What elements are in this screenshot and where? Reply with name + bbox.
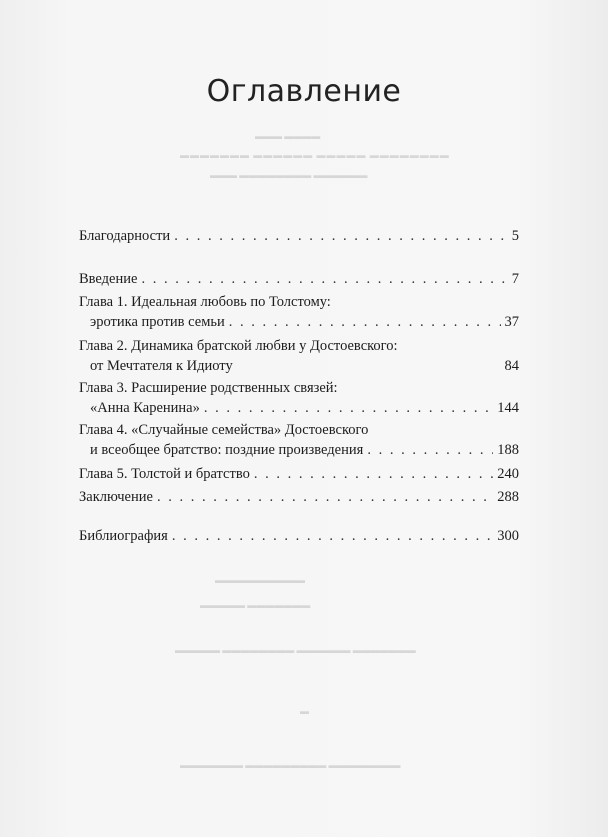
page-title: Оглавление xyxy=(206,74,402,109)
dot-leader xyxy=(174,226,508,246)
dot-leader xyxy=(141,269,507,289)
toc-entry-title: Глава 1. Идеальная любовь по Толстому: xyxy=(79,294,331,310)
toc-entry-title: Глава 2. Динамика братской любви у Достоевского: xyxy=(79,338,398,354)
bleed-through-text: ▬▬▬▬▬ ▬▬▬▬▬▬▬ xyxy=(200,600,311,610)
dot-leader xyxy=(367,440,493,460)
bleed-through-text: ▬▬▬▬▬▬▬▬▬▬ xyxy=(215,575,305,585)
toc-page-number: 288 xyxy=(497,489,519,505)
toc-page-number: 240 xyxy=(497,466,519,482)
toc-page-number: 7 xyxy=(511,271,519,287)
dot-leader xyxy=(229,312,501,332)
toc-page-number: 300 xyxy=(497,528,519,544)
bleed-through-text: ▬▬▬ ▬▬▬▬ xyxy=(255,131,321,141)
toc-page-number: 5 xyxy=(511,228,519,244)
toc-entry-subtitle: эротика против семьи xyxy=(90,314,225,330)
toc-entry-bibliography xyxy=(79,526,519,546)
toc-entry-conclusion xyxy=(79,487,519,507)
toc-page-number: 84 xyxy=(504,358,519,374)
toc-entry-title: Глава 3. Расширение родственных связей: xyxy=(79,380,338,396)
toc-entry-subtitle: и всеобщее братство: поздние произведения xyxy=(90,442,364,458)
toc-entry-title: Заключение xyxy=(79,489,153,505)
toc-entry-chapter-4 xyxy=(79,420,519,460)
dot-leader xyxy=(172,526,493,546)
toc-entry-chapter-2 xyxy=(79,336,519,376)
toc-entry-title: Глава 4. «Случайные семейства» Достоевского xyxy=(79,422,369,438)
toc-entry-title: Введение xyxy=(79,271,138,287)
toc-entry-acknowledgements xyxy=(79,226,519,246)
bleed-through-text: ▬▬▬▬▬▬▬ ▬▬▬▬▬▬▬▬▬ ▬▬▬▬▬▬▬▬ xyxy=(180,760,401,770)
toc-entry-chapter-3 xyxy=(79,378,519,418)
toc-entry-title: Библиография xyxy=(79,528,168,544)
bleed-through-text: ▬▬▬ ▬▬▬▬▬▬▬▬ ▬▬▬▬▬▬ xyxy=(210,170,368,180)
toc-entry-introduction xyxy=(79,269,519,289)
toc-entry-chapter-1 xyxy=(79,292,519,332)
toc-page-number: 37 xyxy=(504,314,519,330)
toc-entry-subtitle: от Мечтателя к Идиоту xyxy=(90,358,233,374)
dot-leader xyxy=(204,398,493,418)
bleed-through-text: ▬▬▬▬▬▬▬ ▬▬▬▬▬▬ ▬▬▬▬▬ ▬▬▬▬▬▬▬▬ xyxy=(180,150,450,160)
toc-entry-title: Глава 5. Толстой и братство xyxy=(79,466,250,482)
bleed-through-text: ▬▬▬▬▬ ▬▬▬▬▬▬▬▬ ▬▬▬▬▬▬ ▬▬▬▬▬▬▬ xyxy=(175,645,416,655)
bleed-through-text: ▬ xyxy=(300,706,309,716)
dot-leader xyxy=(254,464,493,484)
toc-page-number: 188 xyxy=(497,442,519,458)
dot-leader xyxy=(157,487,493,507)
toc-page-number: 144 xyxy=(497,400,519,416)
toc-entry-chapter-5 xyxy=(79,464,519,484)
toc-entry-title: Благодарности xyxy=(79,228,171,244)
toc-entry-subtitle: «Анна Каренина» xyxy=(90,400,200,416)
